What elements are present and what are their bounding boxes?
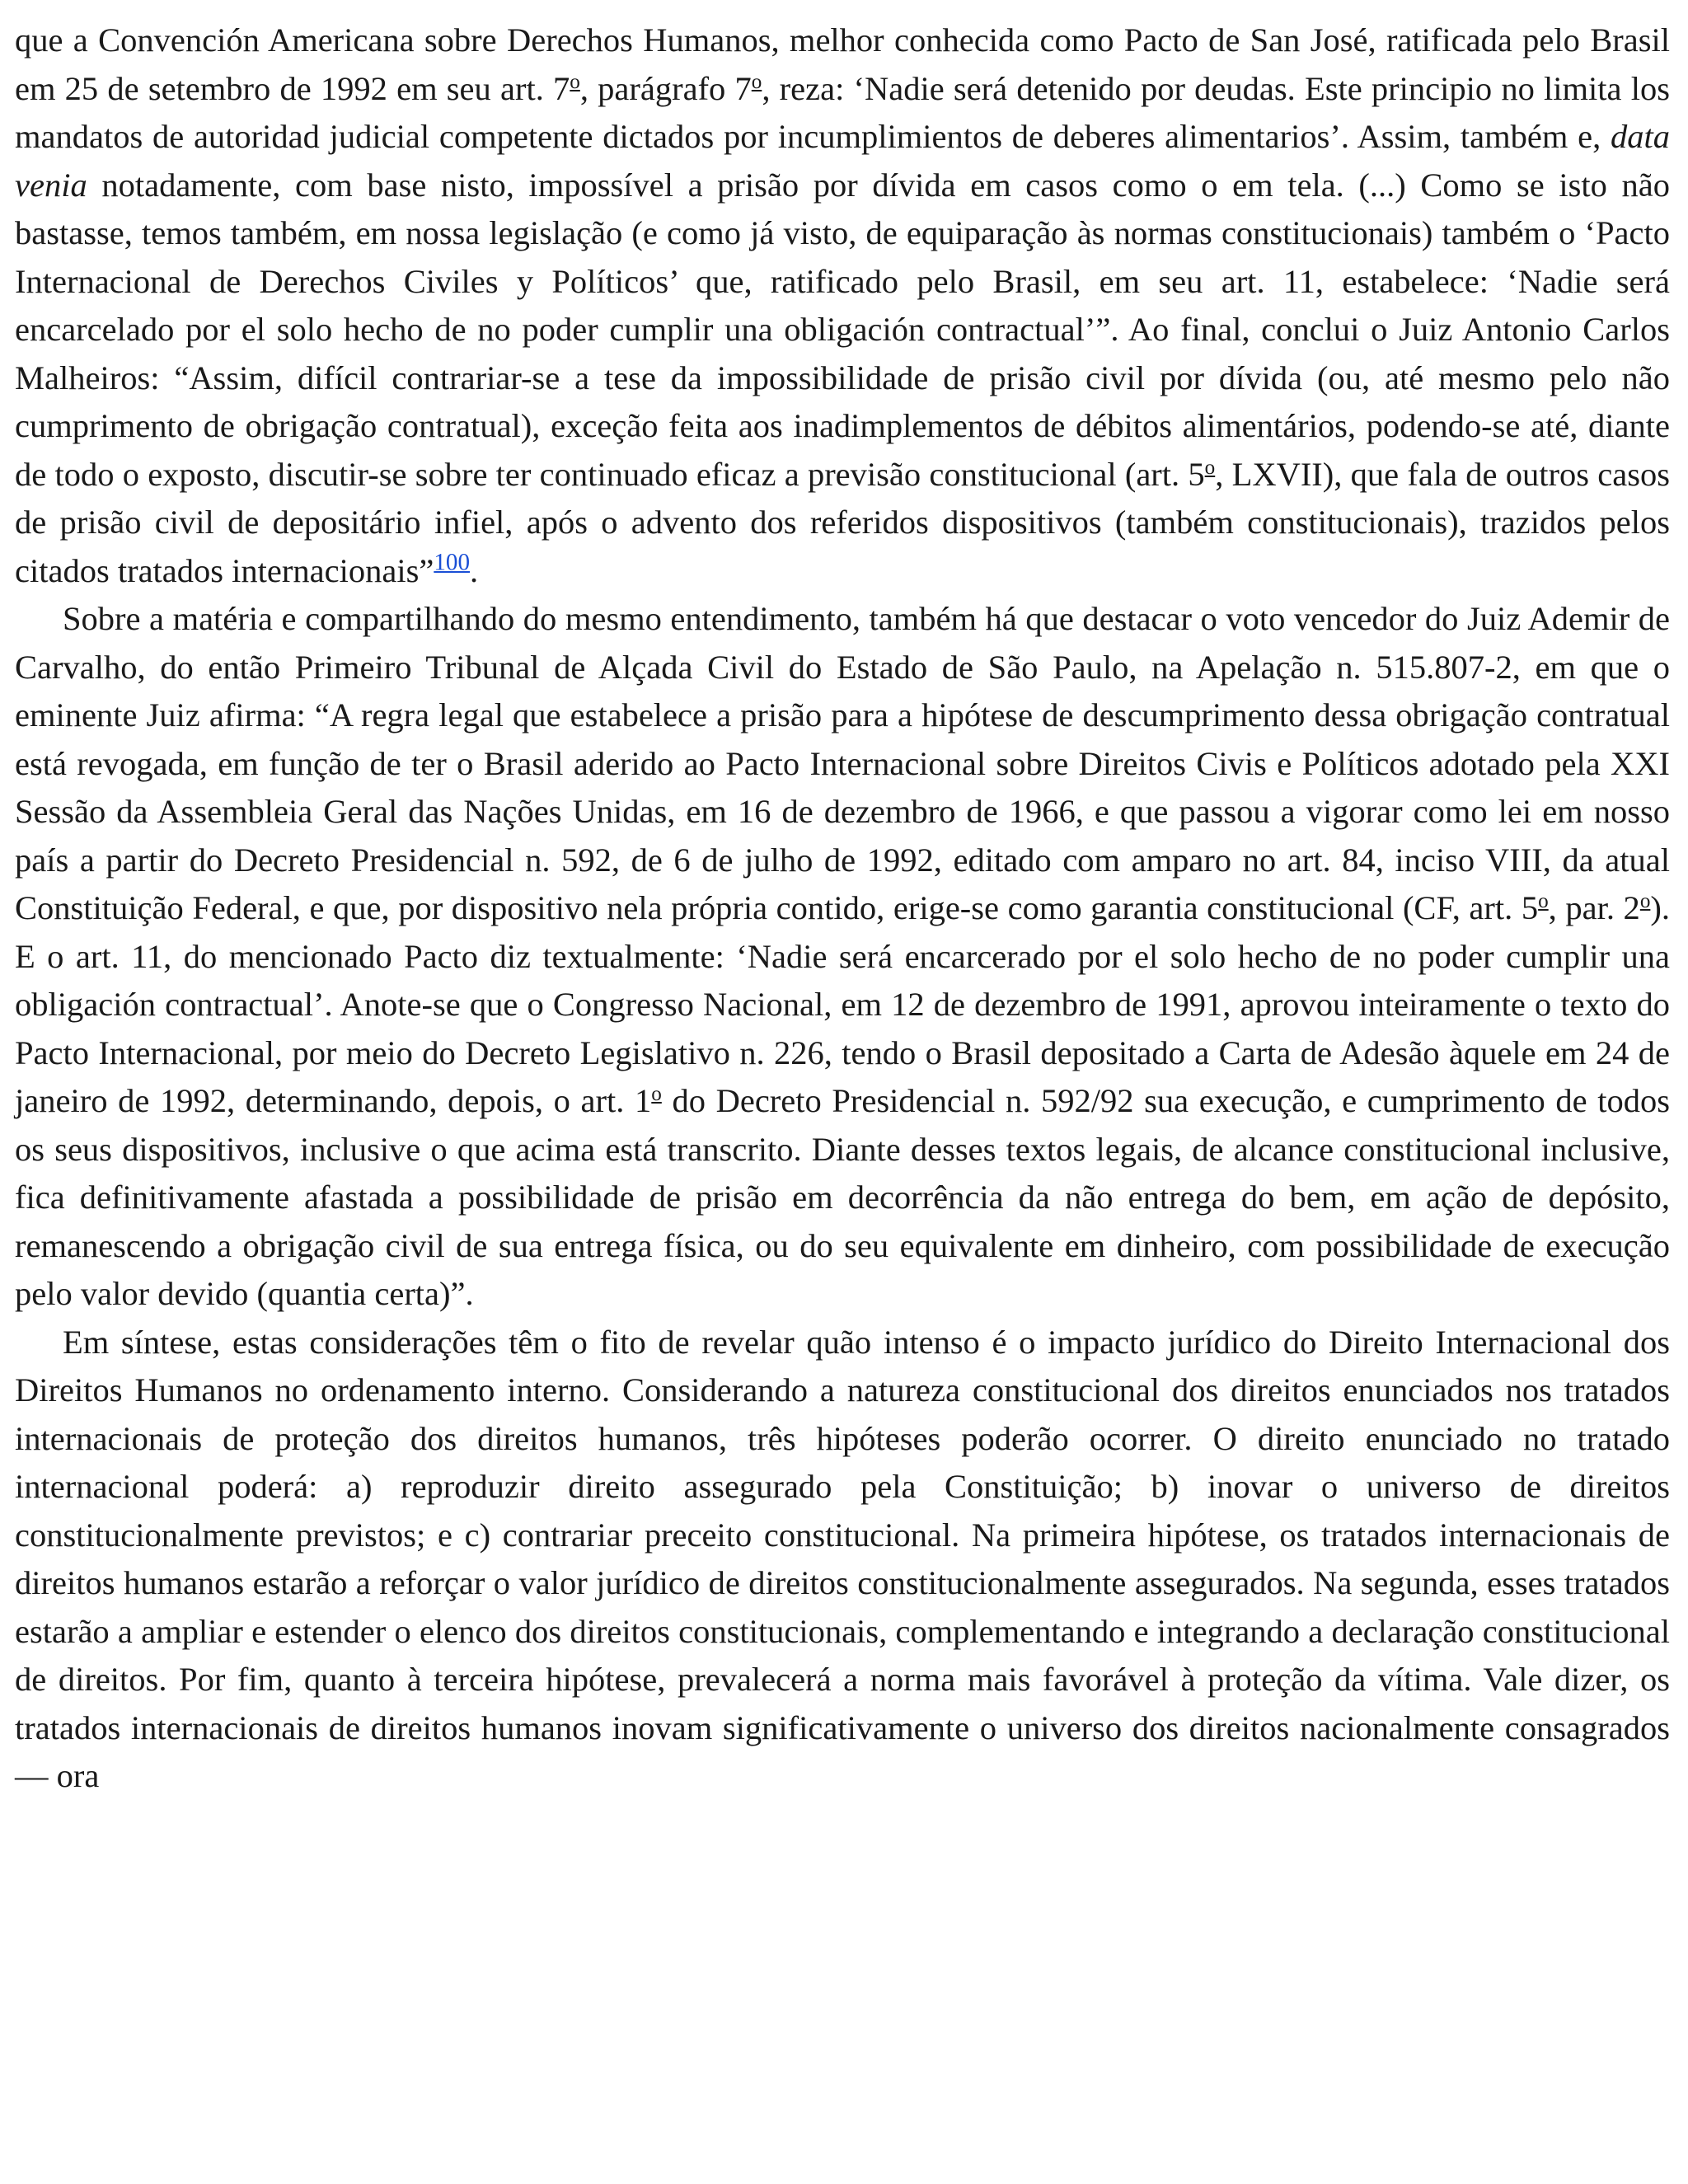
text-run: que a Convención Americana sobre Derechos Humanos, melhor conhecida como Pacto de San José, ratificada pelo Brasil em 25 de setembro de 1992 em seu art. 7 xyxy=(15,21,1670,107)
paragraph-p2 xyxy=(15,595,1670,1319)
text-run: notadamente, com base nisto, impossível a prisão por dívida em casos como o em tela. (...) Como se isto não bastasse, temos também, em nossa legislação (e como já visto, de equiparação às normas constitucionais) também o ‘Pacto Internacional de Derechos Civiles y Políticos’ que, ratificado pelo Brasil, em seu art. 11, estabelece: ‘Nadie será encarcelado por el solo hecho de no poder cumplir una obligación contractual’”. Ao final, conclui o Juiz Antonio Carlos Malheiros: “Assim, difícil contrariar-se a tese da impossibilidade de prisão civil por dívida (ou, até mesmo pelo não cumprimento de obrigação contratual), exceção feita aos inadimplementos de débitos alimentários, podendo-se até, diante de todo o exposto, discutir-se sobre ter continuado eficaz a previsão constitucional (art. 5 xyxy=(15,166,1670,493)
text-run: do Decreto Presidencial n. 592/92 sua execução, e cumprimento de todos os seus dispositivos, inclusive o que acima está transcrito. Diante desses textos legais, de alcance constitucional inclusive, fica definitivamente afastada a possibilidade de prisão em decorrência da não entrega do bem, em ação de depósito, remanescendo a obrigação civil de sua entrega física, ou do seu equivalente em dinheiro, com possibilidade de execução pelo valor devido (quantia certa)”. xyxy=(15,1082,1670,1312)
text-run: , parágrafo 7 xyxy=(579,69,752,107)
paragraph-p3 xyxy=(15,1319,1670,1801)
document-body xyxy=(15,16,1670,1801)
ordinal-indicator: o xyxy=(570,70,580,93)
ordinal-indicator: o xyxy=(751,70,762,93)
text-run: . xyxy=(470,551,479,589)
ordinal-indicator: o xyxy=(651,1083,662,1106)
ordinal-indicator: o xyxy=(1538,890,1549,913)
ordinal-indicator: o xyxy=(1204,456,1216,479)
text-run: , LXVII), que fala de outros casos de prisão civil de depositário infiel, após o advento dos referidos dispositivos (também constitucionais), trazidos pelos citados tratados internacionais” xyxy=(15,455,1670,589)
text-run: Sobre a matéria e compartilhando do mesmo entendimento, também há que destacar o voto vencedor do Juiz Ademir de Carvalho, do então Primeiro Tribunal de Alçada Civil do Estado de São Paulo, na Apelação n. 515.807-2, em que o eminente Juiz afirma: “A regra legal que estabelece a prisão para a hipótese de descumprimento dessa obrigação contratual está revogada, em função de ter o Brasil aderido ao Pacto Internacional sobre Direitos Civis e Políticos adotado pela XXI Sessão da Assembleia Geral das Nações Unidas, em 16 de dezembro de 1966, e que passou a vigorar como lei em nosso país a partir do Decreto Presidencial n. 592, de 6 de julho de 1992, editado com amparo no art. 84, inciso VIII, da atual Constituição Federal, e que, por dispositivo nela própria contido, erige-se como garantia constitucional (CF, art. 5 xyxy=(15,600,1670,926)
footnote-link[interactable]: 100 xyxy=(434,548,471,575)
text-run: , par. 2 xyxy=(1548,889,1640,926)
text-run: ). E o art. 11, do mencionado Pacto diz textualmente: ‘Nadie será encarcerado por el solo hecho de no poder cumplir una obligación contractual’. Anote-se que o Congresso Nacional, em 12 de dezembro de 1991, aprovou inteiramente o texto do Pacto Internacional, por meio do Decreto Legislativo n. 226, tendo o Brasil depositado a Carta de Adesão àquele em 24 de janeiro de 1992, determinando, depois, o art. 1 xyxy=(15,889,1670,1119)
text-run: Em síntese, estas considerações têm o fito de revelar quão intenso é o impacto jurídico do Direito Internacional dos Direitos Humanos no ordenamento interno. Considerando a natureza constitucional dos direitos enunciados nos tratados internacionais de proteção dos direitos humanos, três hipóteses poderão ocorrer. O direito enunciado no tratado internacional poderá: a) reproduzir direito assegurado pela Constituição; b) inovar o universo de direitos constitucionalmente previstos; e c) contrariar preceito constitucional. Na primeira hipótese, os tratados internacionais de direitos humanos estarão a reforçar o valor jurídico de direitos constitucionalmente assegurados. Na segunda, esses tratados estarão a ampliar e estender o elenco dos direitos constitucionais, complementando e integrando a declaração constitucional de direitos. Por fim, quanto à terceira hipótese, prevalecerá a norma mais favorável à proteção da vítima. Vale dizer, os tratados internacionais de direitos humanos inovam significativamente o universo dos direitos nacionalmente consagrados — ora xyxy=(15,1323,1670,1794)
paragraph-p1 xyxy=(15,16,1670,595)
ordinal-indicator: o xyxy=(1639,890,1651,913)
italic-text: data venia xyxy=(15,118,1670,204)
text-run: , reza: ‘Nadie será detenido por deudas. Este principio no limita los mandatos de autoridad judicial competente dictados por incumplimientos de deberes alimentarios’. Assim, também e, xyxy=(15,69,1670,155)
